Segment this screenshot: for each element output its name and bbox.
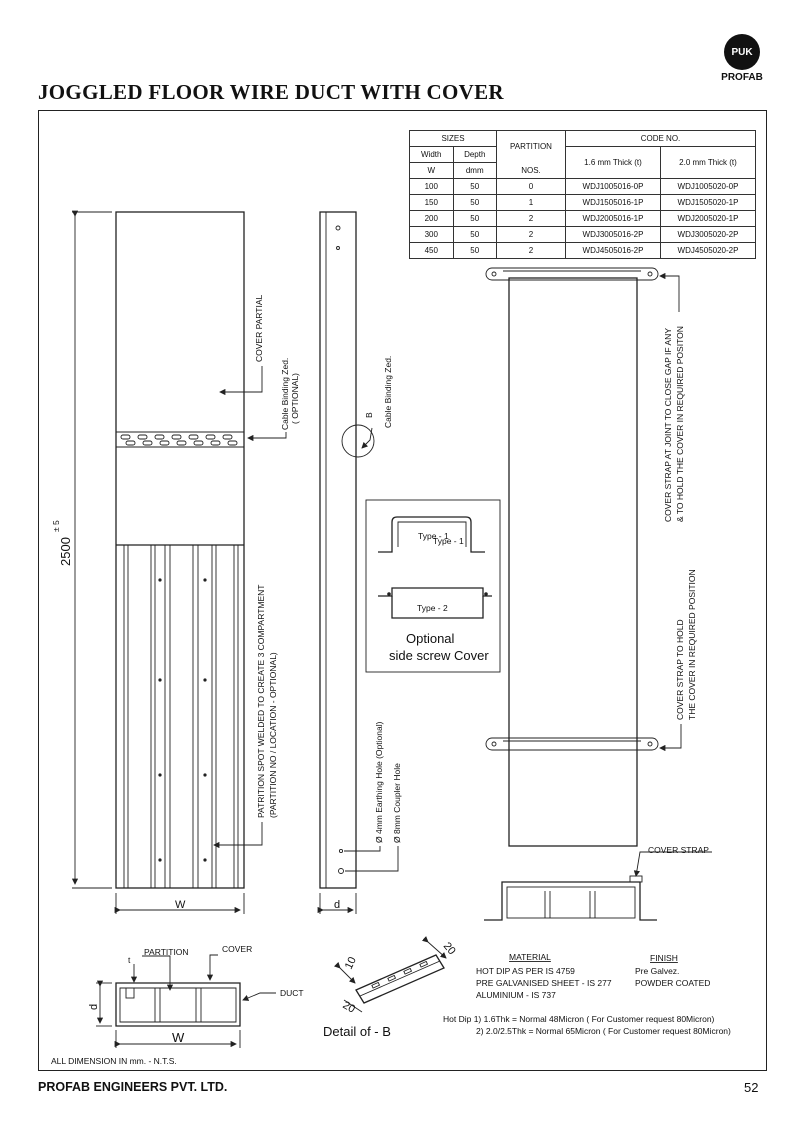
cable-binding-label-2: ( OPTIONAL)	[290, 372, 300, 424]
front-view	[51, 212, 300, 914]
cover-partial-label: COVER PARTIAL	[254, 294, 264, 362]
page-title: JOGGLED FLOOR WIRE DUCT WITH COVER	[38, 80, 504, 104]
cell-code20: WDJ2005020-1P	[661, 211, 756, 227]
strap-hold-label-2: THE COVER IN REQUIRED POSITION	[687, 569, 697, 720]
finish-line-2: POWDER COATED	[635, 978, 711, 988]
cable-binding-side-label: Cable Binding Zed.	[383, 355, 393, 428]
cell-width: 150	[410, 195, 454, 211]
section-depth-label: d	[88, 1003, 100, 1010]
cell-code16: WDJ1505016-1P	[566, 195, 661, 211]
cell-depth: 50	[453, 195, 497, 211]
type1-label-echo: Type - 1	[433, 536, 464, 546]
type1-label: Type - 1	[418, 531, 449, 541]
logo-name: PROFAB	[721, 72, 763, 83]
detail-dim-20b: 20	[340, 999, 358, 1016]
cover-label: COVER	[222, 944, 253, 954]
cell-partition: 2	[497, 227, 566, 243]
width-dimension: W	[175, 899, 186, 911]
cover-plan-view	[486, 268, 697, 846]
detail-dim-20a: 20	[440, 940, 458, 958]
partition-label: PARTITION	[144, 947, 189, 957]
strap-joint-label-1: COVER STRAP AT JOINT TO CLOSE GAP IF ANY	[663, 328, 673, 522]
th-sizes: SIZES	[410, 131, 497, 147]
duct-side-outline	[320, 212, 356, 888]
material-line-1: HOT DIP AS PER IS 4759	[476, 966, 575, 976]
dimension-note: ALL DIMENSION IN mm. - N.T.S.	[51, 1056, 177, 1066]
partition-spot-label-1: PATRITION SPOT WELDED TO CREATE 3 COMPARTMENT	[256, 584, 266, 818]
cell-width: 450	[410, 243, 454, 259]
cell-code20: WDJ3005020-2P	[661, 227, 756, 243]
section-width-label: W	[172, 1030, 185, 1045]
cross-section	[88, 944, 304, 1048]
cell-depth: 50	[453, 227, 497, 243]
cell-width: 100	[410, 179, 454, 195]
partition-spot-label-2: (PARTITION NO / LOCATION - OPTIONAL)	[268, 652, 278, 818]
material-line-2: PRE GALVANISED SHEET - IS 277	[476, 978, 612, 988]
optional-label-1: Optional	[406, 631, 455, 646]
cover-strap-label: COVER STRAP	[648, 845, 709, 855]
hotdip-line-2: 2) 2.0/2.5Thk = Normal 65Micron ( For Customer request 80Micron)	[476, 1026, 731, 1036]
th-dmm: dmm	[453, 163, 497, 179]
length-dimension: 2500	[58, 537, 73, 566]
t-label: t	[128, 955, 131, 965]
cell-partition: 2	[497, 211, 566, 227]
finish-title: FINISH	[650, 953, 678, 963]
detail-b	[323, 940, 458, 1039]
type2-profile	[378, 588, 492, 596]
depth-dimension: d	[334, 899, 341, 911]
cover-strap-bottom	[486, 738, 658, 750]
cell-partition: 2	[497, 243, 566, 259]
strap-hold-label-1: COVER STRAP TO HOLD	[675, 619, 685, 720]
optional-label-2: side screw Cover	[389, 648, 489, 663]
th-partition: PARTITION	[497, 131, 566, 163]
th-width: Width	[410, 147, 454, 163]
cell-code16: WDJ4505016-2P	[566, 243, 661, 259]
th-thick16: 1.6 mm Thick (t)	[566, 147, 661, 179]
strap-joint-label-2: & TO HOLD THE COVER IN REQUIRED POSITON	[675, 326, 685, 522]
side-view	[320, 212, 402, 914]
coupler-hole-label: Ø 8mm Coupler Hole	[392, 763, 402, 843]
cell-code20: WDJ4505020-2P	[661, 243, 756, 259]
cell-code16: WDJ3005016-2P	[566, 227, 661, 243]
cell-code20: WDJ1505020-1P	[661, 195, 756, 211]
detail-dim-10: 10	[342, 955, 359, 972]
th-w: W	[410, 163, 454, 179]
detail-b-mark: B	[364, 412, 374, 418]
type2-label: Type - 2	[417, 603, 448, 613]
material-block	[443, 952, 731, 1036]
duct-partitions	[124, 545, 238, 888]
cover-outline	[509, 278, 637, 846]
cable-binding-slots	[121, 435, 237, 445]
strap-section	[484, 845, 712, 920]
cell-code16: WDJ1005016-0P	[566, 179, 661, 195]
optional-cover-box	[366, 500, 500, 672]
th-code: CODE NO.	[566, 131, 756, 147]
hotdip-line-1: Hot Dip 1) 1.6Thk = Normal 48Micron ( For Customer request 80Micron)	[443, 1014, 715, 1024]
cell-width: 200	[410, 211, 454, 227]
cell-code20: WDJ1005020-0P	[661, 179, 756, 195]
cell-code16: WDJ2005016-1P	[566, 211, 661, 227]
finish-line-1: Pre Galvez.	[635, 966, 680, 976]
cell-depth: 50	[453, 211, 497, 227]
length-tolerance: ± 5	[51, 520, 61, 532]
cable-binding-label-1: Cable Binding Zed.	[280, 357, 290, 430]
duct-front-outline	[116, 212, 244, 888]
detail-of-b-label: Detail of - B	[323, 1024, 391, 1039]
cell-depth: 50	[453, 179, 497, 195]
th-thick20: 2.0 mm Thick (t)	[661, 147, 756, 179]
page-number: 52	[744, 1080, 759, 1095]
th-nos: NOS.	[497, 163, 566, 179]
footer-company: PROFAB ENGINEERS PVT. LTD.	[38, 1080, 228, 1094]
optional-box-frame	[366, 500, 500, 672]
logo-mark-text: PUK	[731, 47, 753, 58]
cell-partition: 0	[497, 179, 566, 195]
cell-partition: 1	[497, 195, 566, 211]
duct-label: DUCT	[280, 988, 304, 998]
cell-depth: 50	[453, 243, 497, 259]
material-line-3: ALUMINIUM - IS 737	[476, 990, 556, 1000]
earthing-hole-label: Ø 4mm Earthing Hole (Optional)	[374, 721, 384, 843]
material-title: MATERIAL	[509, 952, 551, 962]
th-depth: Depth	[453, 147, 497, 163]
cell-width: 300	[410, 227, 454, 243]
